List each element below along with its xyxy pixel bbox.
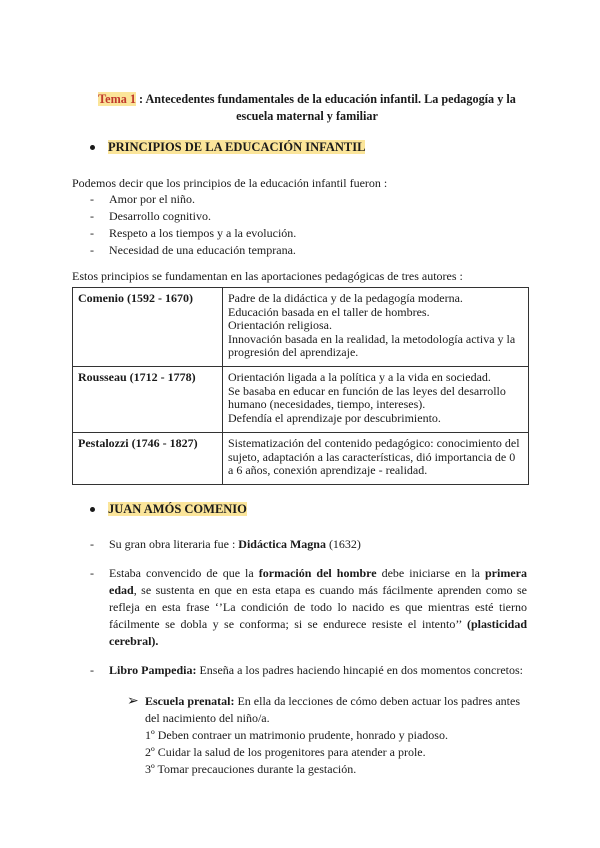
section-heading-text: PRINCIPIOS DE LA EDUCACIÓN INFANTIL	[108, 140, 366, 154]
section-heading-principios	[90, 140, 365, 155]
table-row	[73, 367, 529, 433]
author-description: Padre de la didáctica y de la pedagogía moderna. Educación basada en el taller de hombres. Orientación religiosa. Innovación basada en la realidad, la metodología activa y la progresión del aprendizaje.	[223, 288, 529, 367]
bullet-icon	[90, 145, 95, 150]
list-item: - Amor por el niño.	[90, 192, 195, 206]
author-description: Sistematización del contenido pedagógico: conocimiento del sujeto, adaptación a las características, dió importancia de 0 a 6 años, conexión aprendizaje - realidad.	[223, 433, 529, 485]
author-name: Pestalozzi (1746 - 1827)	[73, 433, 223, 485]
section-heading-text: JUAN AMÓS COMENIO	[108, 502, 247, 516]
table-row	[73, 433, 529, 485]
list-item: - Estaba convencido de que la formación del hombre debe iniciarse en la primera edad, se sustenta en que en esta etapa es cuando más fácilmente aprenden como se refleja en esta frase ‘’La condición de todo lo nacido es que mientras esté tierno fácilmente se dobla y se conforma; si se endurece resiste el intento’’ (plasticidad cerebral).	[90, 566, 527, 648]
authors-table	[72, 287, 529, 485]
list-item: - Respeto a los tiempos y a la evolución.	[90, 226, 297, 240]
sub-list-item: ➢ Escuela prenatal: En ella da lecciones de cómo deben actuar los padres antes del nacimiento del niño/a. 1º Deben contraer un matrimonio prudente, honrado y piadoso. 2º Cuidar la salud de los progenitores para atender a prole. 3º Tomar precauciones durante la gestación.	[127, 693, 527, 778]
author-name: Rousseau (1712 - 1778)	[73, 367, 223, 433]
tema-label: Tema 1	[98, 92, 136, 106]
document-title	[72, 91, 542, 125]
table-intro: Estos principios se fundamentan en las aportaciones pedagógicas de tres autores :	[72, 269, 463, 283]
step-line: 1º Deben contraer un matrimonio prudente, honrado y piadoso.	[145, 728, 448, 742]
list-item: - Su gran obra literaria fue : Didáctica Magna (1632)	[90, 537, 361, 551]
title-line2: escuela maternal y familiar	[236, 109, 378, 123]
list-item: - Desarrollo cognitivo.	[90, 209, 211, 223]
list-item: - Libro Pampedia: Enseña a los padres haciendo hincapié en dos momentos concretos:	[90, 663, 524, 677]
intro-paragraph: Podemos decir que los principios de la educación infantil fueron :	[72, 176, 388, 190]
bullet-icon	[90, 507, 95, 512]
author-name: Comenio (1592 - 1670)	[73, 288, 223, 367]
step-line: 3º Tomar precauciones durante la gestación.	[145, 762, 357, 776]
arrow-bullet-icon: ➢	[127, 694, 139, 709]
section-heading-comenio	[90, 502, 247, 517]
step-line: 2º Cuidar la salud de los progenitores para atender a prole.	[145, 745, 426, 759]
table-row	[73, 288, 529, 367]
author-description: Orientación ligada a la política y a la vida en sociedad. Se basaba en educar en función de las leyes del desarrollo humano (necesidades, tiempo, intereses). Defendía el aprendizaje por descubrimiento.	[223, 367, 529, 433]
title-line1: : Antecedentes fundamentales de la educación infantil. La pedagogía y la	[135, 92, 516, 106]
list-item: - Necesidad de una educación temprana.	[90, 243, 296, 257]
